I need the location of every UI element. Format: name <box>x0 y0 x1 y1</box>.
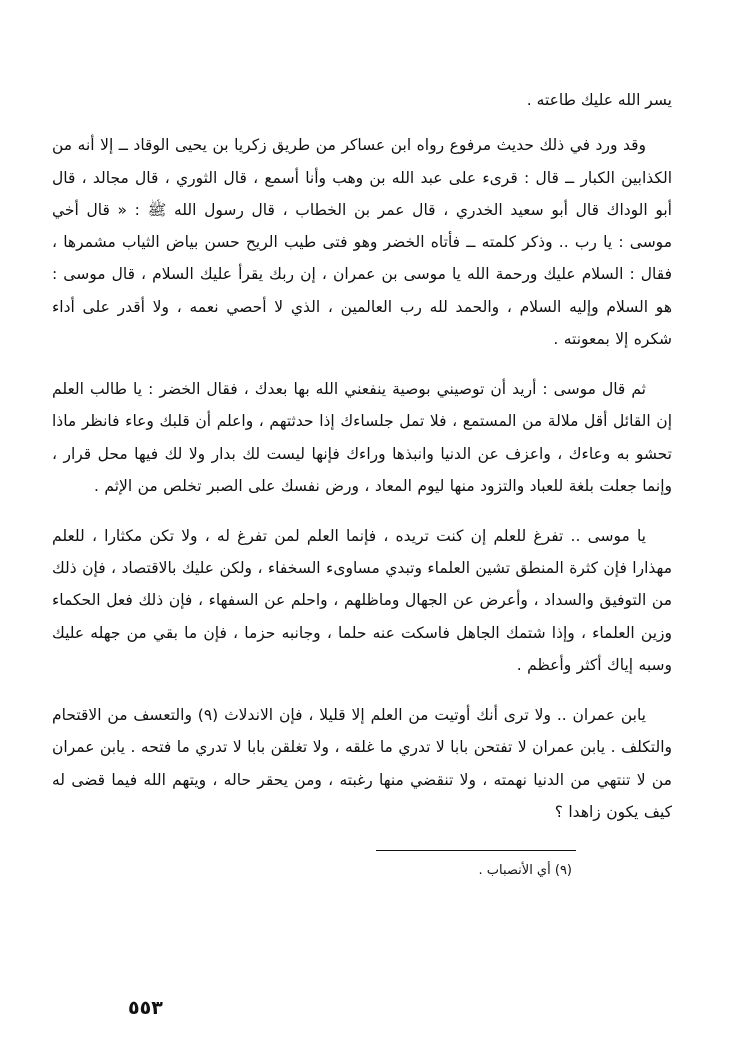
body-paragraph-4: يابن عمران .. ولا ترى أنك أوتيت من العلم إلا قليلا ، فإن الاندلاث (٩) والتعسف من الاقتحام والتكلف . يابن عمران لا تفتحن بابا لا تدري ما غلقه ، ولا تغلقن بابا لا تدري ما فتحه . يابن عمران من لا تنتهي من الدنيا نهمته ، ولا تنقضي منها رغبته ، ومن يحقر حاله ، ويتهم الله فيما قضى له كيف يكون زاهدا ؟ <box>52 706 672 821</box>
body-paragraph-1: وقد ورد في ذلك حديث مرفوع رواه ابن عساكر من طريق زكريا بن يحيى الوقاد ــ إلا أنه من الكذابين الكبار ــ قال : قرىء على عبد الله بن وهب وأنا أسمع ، قال الثوري ، قال مجالد ، قال أبو الوداك قال أبو سعيد الخدري ، قال عمر بن الخطاب ، قال رسول الله ﷺ : « قال أخي موسى : يا رب .. وذكر كلمته ــ فأتاه الخضر وهو فتى طيب الريح حسن بياض الثياب مشمرها ، فقال : السلام عليك ورحمة الله يا موسى بن عمران ، إن ربك يقرأ عليك السلام ، قال موسى : هو السلام وإليه السلام ، والحمد لله رب العالمين ، الذي لا أحصي نعمه ، ولا أقدر على أداء شكره إلا بمعونته . <box>52 136 672 348</box>
body-paragraph-2: ثم قال موسى : أريد أن توصيني بوصية ينفعني الله بها بعدك ، فقال الخضر : يا طالب العلم إن القائل أقل ملالة من المستمع ، فلا تمل جلساءك إذا حدثتهم ، واعلم أن قلبك وعاء فانظر ماذا تحشو به وعاءك ، واعزف عن الدنيا وانبذها وراءك فإنها ليست لك بدار ولا لك فيها محل قرار ، وإنما جعلت بلغة للعباد والتزود منها ليوم المعاد ، ورض نفسك على الصبر تخلص من الإثم . <box>52 380 672 495</box>
opening-line: يسر الله عليك طاعته . <box>526 91 672 109</box>
footnote-separator <box>376 850 576 851</box>
page-number: ٥٥٣ <box>128 997 163 1019</box>
body-paragraph-3: يا موسى .. تفرغ للعلم إن كنت تريده ، فإنما العلم لمن تفرغ له ، ولا تكن مكثارا ، للعلم مهذارا فإن كثرة المنطق تشين العلماء وتبدي مساوىء السخفاء ، ولكن عليك بالاقتصاد ، فإن ذلك من التوفيق والسداد ، وأعرض عن الجهال وماظلهم ، واحلم عن السفهاء ، فإن ذلك فعل الحكماء وزين العلماء ، وإذا شتمك الجاهل فاسكت عنه حلما ، وجانبه حزما ، فإن ما بقي من جهله عليك وسبه إياك أكثر وأعظم . <box>51 527 672 674</box>
footnote-text: (٩) أي الأنصباب . <box>478 863 572 879</box>
